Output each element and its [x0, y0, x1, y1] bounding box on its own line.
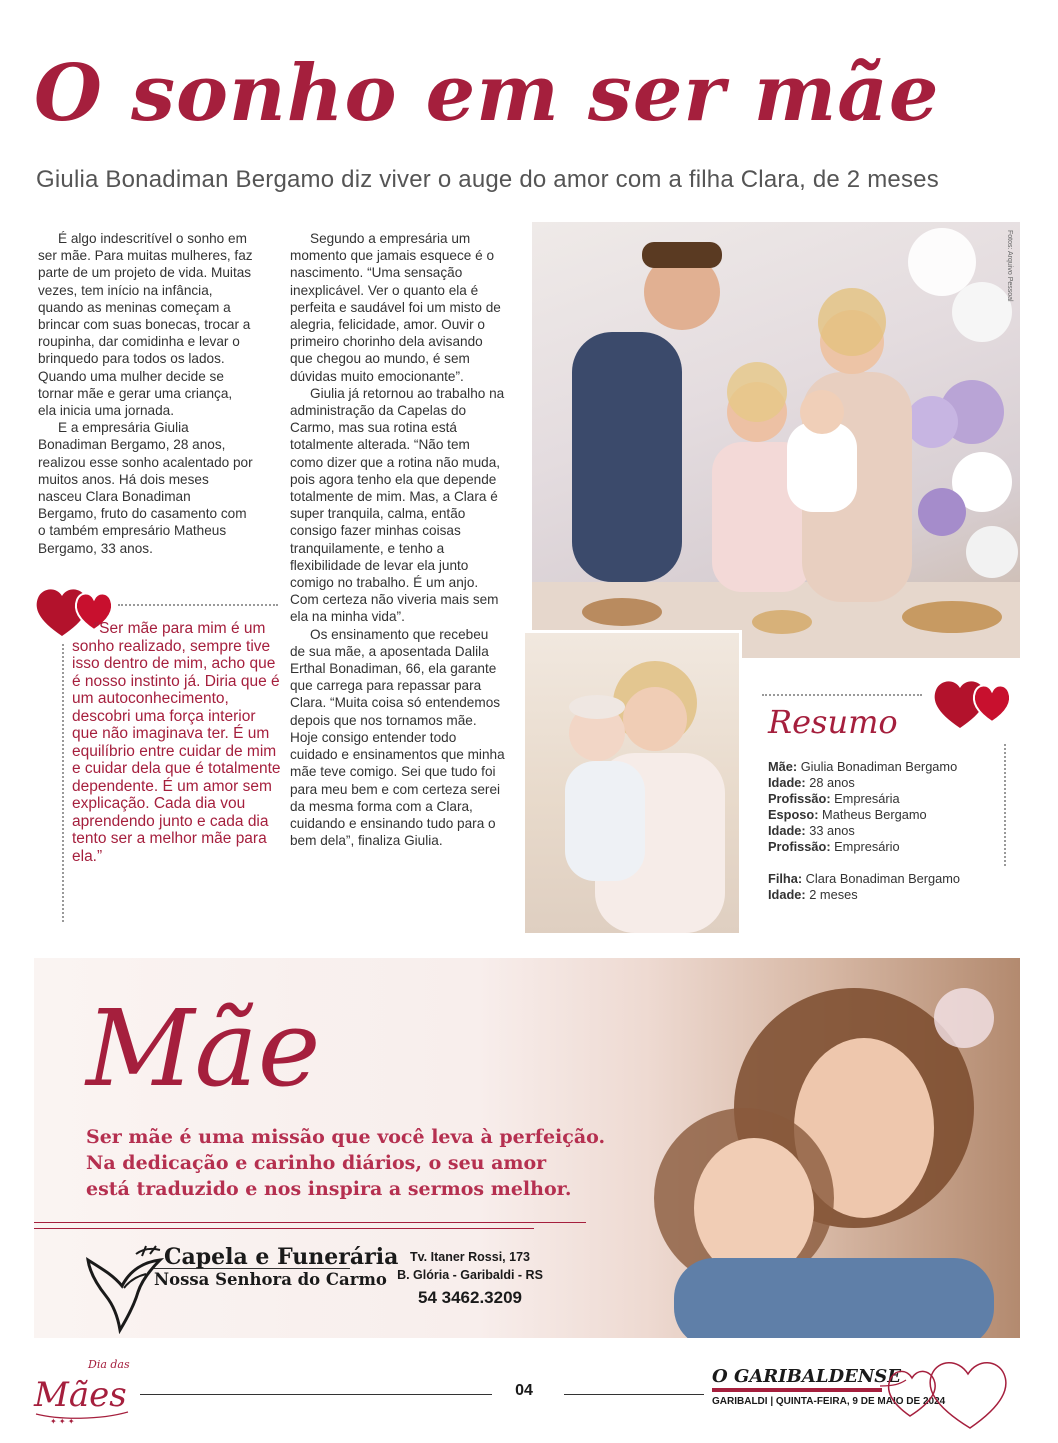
svg-text:✦ ✦ ✦: ✦ ✦ ✦	[50, 1417, 75, 1426]
ad-address: Tv. Itaner Rossi, 173 B. Glória - Garibaldi - RS	[397, 1250, 543, 1282]
ad-divider	[34, 1222, 586, 1223]
family-photo-illustration	[532, 222, 1020, 658]
article-subtitle: Giulia Bonadiman Bergamo diz viver o auge do amor com a filha Clara, de 2 meses	[36, 166, 939, 193]
footer-rule	[140, 1394, 492, 1395]
resumo-row: Idade: 2 meses	[768, 887, 858, 902]
resumo-row: Esposo: Matheus Bergamo	[768, 807, 927, 822]
hearts-outline-icon	[880, 1346, 1030, 1436]
resumo-row: Profissão: Empresário	[768, 839, 900, 854]
resumo-row: Idade: 28 anos	[768, 775, 855, 790]
dia-das-maes-logo	[30, 1350, 134, 1426]
newspaper-rule	[712, 1388, 882, 1392]
paragraph: E a empresária Giulia Bonadiman Bergamo, 28 anos, realizou esse sonho acalentado por muitos anos. Há dois meses nasceu Clara Bonadiman Bergamo, fruto do casamento com o também empresário Matheus Bergamo, 33 anos.	[38, 420, 253, 556]
svg-text:Dia das: Dia das	[88, 1358, 130, 1371]
family-photo	[532, 222, 1020, 658]
ad-photo-illustration	[634, 958, 1020, 1338]
newspaper-name: O GARIBALDENSE	[712, 1366, 901, 1387]
article-column-1	[38, 230, 253, 557]
quote-border-left	[62, 644, 64, 922]
footer-rule	[564, 1394, 704, 1395]
resumo-row: Filha: Clara Bonadiman Bergamo	[768, 871, 961, 886]
ad-message: Ser mãe é uma missão que você leva à perfeição. Na dedicação e carinho diários, o seu amor está traduzido e nos inspira a sermos melhor.	[86, 1126, 606, 1200]
article-column-2	[290, 230, 505, 849]
paragraph: Segundo a empresária um momento que jamais esquece é o nascimento. “Uma sensação inexplicável. Ver o quanto ela é perfeita e saudável foi um misto de alegria, felicidade, amor. Ouvir o primeiro chorinho dela avisando que chegou ao mundo, é sem dúvidas muito emocionante”.	[290, 231, 501, 384]
resumo-row: Idade: 33 anos	[768, 823, 855, 838]
ad-headline: Mãe	[86, 987, 321, 1110]
ad-brand-name: Capela e Funerária	[164, 1244, 399, 1270]
paragraph: É algo indescritível o sonho em ser mãe. Para muitas mulheres, faz parte de um projeto de vida. Muitas vezes, tem início na infância, quando as meninas começam a brincar com suas bonecas, trocar a roupinha, dar comidinha e levar o brinquedo para todos os lados. Quando uma mulher decide se tornar mãe e gerar uma criança, ela inicia uma jornada.	[38, 231, 253, 419]
resumo-list	[768, 759, 1004, 903]
resumo-border-top	[762, 694, 922, 696]
paragraph: Giulia já retornou ao trabalho na administração da Capelas do Carmo, mas sua rotina está totalmente alterada. “Não tem como dizer que a rotina não muda, pois agora tenho ela que depende totalmente de mim. Mas, a Clara é super tranquila, calma, então consigo fazer minhas coisas tranquilamente, e tenho a flexibilidade de levar ela junto comigo no trabalho. É um anjo. Com certeza não viveria mais sem ela na minha vida”.	[290, 385, 505, 625]
paragraph: Os ensinamento que recebeu de sua mãe, a aposentada Dalila Erthal Bonadiman, 66, ela garante que carrega para repassar para Clara. “Muita coisa só entendemos depois que nos tornamos mãe. Hoje consigo entender todo cuidado e ensinamentos que minha mãe teve comigo. Sei que tudo foi para meu bem e com certeza serei da mesma forma com a Clara, cuidando e ensinando tudo para o bem dela”, finaliza Giulia.	[290, 626, 505, 849]
ad-phone: 54 3462.3209	[418, 1288, 522, 1307]
page-number: 04	[515, 1382, 533, 1399]
pull-quote: “Ser mãe para mim é um sonho realizado, sempre tive isso dentro de mim, acho que é nosso instinto já. Diria que é um autoconhecimento, descobri uma força interior que não imaginava ter. É um equilíbrio entre cuidar de mim e cuidar dela que é totalmente dependente. É um amor sem explicação. Cada dia vou aprendendo junto e cada dia tento ser a melhor mãe para ela.”	[72, 620, 281, 865]
ad-brand-rule	[154, 1268, 350, 1269]
resumo-title: Resumo	[768, 703, 898, 741]
resumo-border-right	[1004, 744, 1006, 866]
resumo-row: Mãe: Giulia Bonadiman Bergamo	[768, 759, 958, 774]
publication-date: GARIBALDI | QUINTA-FEIRA, 9 DE MAIO DE 2024	[712, 1396, 946, 1407]
ad-brand-subtitle: Nossa Senhora do Carmo	[154, 1270, 387, 1289]
article-title: O sonho em ser mãe	[34, 48, 940, 139]
quote-box	[62, 604, 281, 922]
photo-credit: Fotos: Arquivo Pessoal	[1006, 230, 1013, 302]
resumo-row: Profissão: Empresária	[768, 791, 900, 806]
quote-border-top	[118, 604, 278, 606]
advertisement	[34, 958, 1020, 1338]
mother-baby-photo	[522, 630, 742, 936]
svg-text:Mães: Mães	[34, 1375, 127, 1415]
ad-divider	[34, 1228, 534, 1229]
mother-baby-illustration	[525, 633, 739, 933]
